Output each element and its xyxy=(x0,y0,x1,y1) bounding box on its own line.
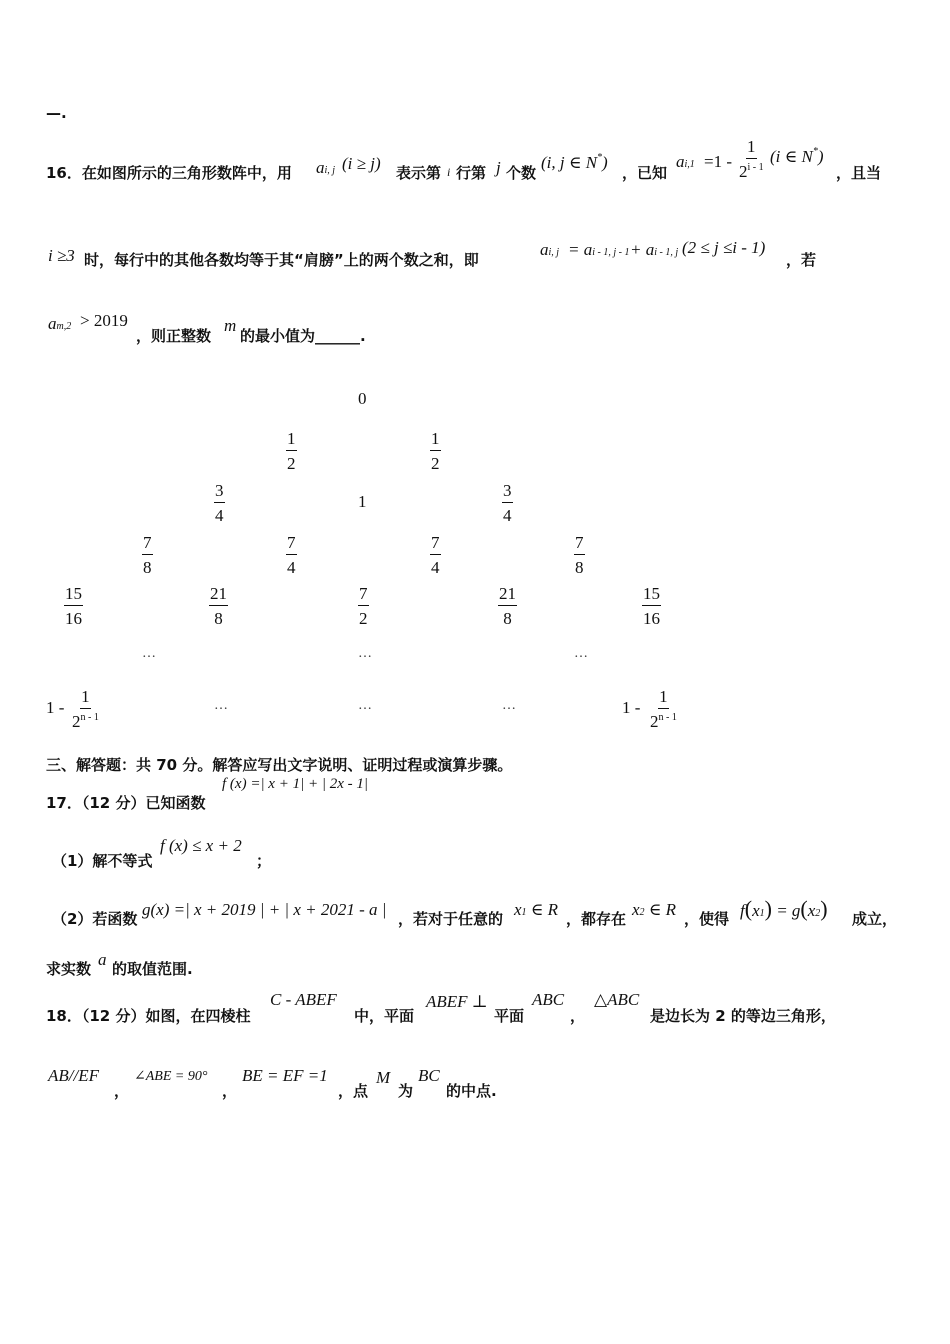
tri-r4-c4: $\frac{7}{8}$ xyxy=(575,533,584,577)
tri-r4-c1: $\frac{7}{8}$ xyxy=(143,533,152,577)
q17-x1-in-r: x1 ∈ R xyxy=(514,900,559,919)
q16-line3-text1: ，则正整数 xyxy=(136,327,212,345)
tri-dots-r6-c3: … xyxy=(574,646,588,661)
tri-r5-c2: $\frac{21}{8}$ xyxy=(210,584,227,628)
q18-t1: 中，平面 xyxy=(354,1007,415,1025)
q16-line3-text2: 的最小值为______. xyxy=(240,327,366,345)
q17-part2-t6: 的取值范围. xyxy=(112,960,193,978)
q18-parallel: AB//EF xyxy=(48,1066,99,1085)
q18-t9: 的中点. xyxy=(446,1082,497,1100)
q16-fraction: $\frac{1}{2^{i - 1}}$ xyxy=(739,137,764,181)
q16-term2: + ai - 1, j xyxy=(630,240,679,259)
q16-m-var: m xyxy=(224,316,237,335)
tri-last-right-frac: $\frac{1}{2^{n - 1}}$ xyxy=(650,687,677,731)
q18-plane2: ABC xyxy=(532,990,565,1009)
q16-gt-2019: > 2019 xyxy=(80,311,128,330)
q16-j-var: j xyxy=(496,158,501,177)
q16-term1: = ai - 1, j - 1 xyxy=(568,240,630,259)
q16-cond-i-ge-j: (i ≥ j) xyxy=(342,154,381,173)
tri-last-left-expr: 1 - xyxy=(46,698,65,717)
q16-mid2: 行第 xyxy=(456,164,487,182)
q18-t8: 为 xyxy=(398,1082,414,1100)
section-3-heading: 三、解答题：共 70 分。解答应写出文字说明、证明过程或演算步骤。 xyxy=(46,756,513,774)
q18-head: 18．（12 分）如图，在四棱柱 xyxy=(46,1007,251,1025)
q16-suffix: ，且当 xyxy=(836,164,882,182)
q18-triangle: △ABC xyxy=(594,990,640,1009)
tri-last-right-expr: 1 - xyxy=(622,698,641,717)
q18-t4: 是边长为 2 的等边三角形， xyxy=(650,1007,836,1025)
q18-t3: ， xyxy=(570,1007,586,1025)
q18-t6: ， xyxy=(222,1082,238,1100)
q16-a-m2: am,2 xyxy=(48,314,72,333)
q17-part2-t1: ，若对于任意的 xyxy=(398,910,504,928)
q17-head: 17．（12 分）已知函数 xyxy=(46,794,206,812)
q16-line2-text: 时，每行中的其他各数均等于其“肩膀”上的两个数之和，即 xyxy=(84,251,479,269)
q17-a-var: a xyxy=(98,950,107,969)
tri-r5-c1: $\frac{15}{16}$ xyxy=(65,584,82,628)
q16-prefix: 16．在如图所示的三角形数阵中，用 xyxy=(46,164,292,182)
tri-r2-c1: $\frac{1}{2}$ xyxy=(287,429,296,473)
q16-lhs-a-ij: ai, j xyxy=(540,240,560,259)
q18-t7: ，点 xyxy=(338,1082,369,1100)
q17-part2-t2: ，都存在 xyxy=(566,910,627,928)
tri-last-left-frac: $\frac{1}{2^{n - 1}}$ xyxy=(72,687,99,731)
q18-plane1: ABEF ⊥ xyxy=(426,992,488,1011)
tri-r2-c2: $\frac{1}{2}$ xyxy=(431,429,440,473)
tri-dots-r6-c1: … xyxy=(142,646,156,661)
q16-mid4: ，已知 xyxy=(622,164,668,182)
q18-angle: ∠ABE = 90° xyxy=(134,1069,208,1084)
q16-i-ge-3: i ≥3 xyxy=(48,246,75,265)
q17-part2-t4: 成立， xyxy=(852,910,898,928)
q17-part2-label: （2）若函数 xyxy=(52,910,138,928)
q17-part2-t5: 求实数 xyxy=(46,960,92,978)
tri-dots-r7-c4: … xyxy=(502,698,516,713)
q16-a-ij: ai, j xyxy=(316,158,336,177)
q17-f-eq-g: f(x1) = g(x2) xyxy=(740,896,828,921)
tri-r1-c1: 0 xyxy=(358,389,367,408)
q16-i-small: i xyxy=(447,165,451,179)
tri-dots-r6-c2: … xyxy=(358,646,372,661)
tri-r5-c4: $\frac{21}{8}$ xyxy=(499,584,516,628)
q18-solid: C - ABEF xyxy=(270,990,337,1009)
q17-function: f (x) =| x + 1| + | 2x - 1| xyxy=(222,776,368,792)
q16-a-i1: ai,1 xyxy=(676,152,695,171)
q16-mid1: 表示第 xyxy=(396,164,442,182)
q16-line2-suffix: ，若 xyxy=(786,251,817,269)
tri-r3-c3: $\frac{3}{4}$ xyxy=(503,481,512,525)
q17-part2-t3: ，使得 xyxy=(684,910,730,928)
q16-eq-one-minus: =1 - xyxy=(704,152,732,171)
tri-r4-c3: $\frac{7}{4}$ xyxy=(431,533,440,577)
q16-range: (2 ≤ j ≤i - 1) xyxy=(682,238,766,257)
tri-r5-c5: $\frac{15}{16}$ xyxy=(643,584,660,628)
q18-m-point: M xyxy=(376,1068,391,1087)
tri-r5-c3: $\frac{7}{2}$ xyxy=(359,584,368,628)
tri-dots-r7-c2: … xyxy=(214,698,228,713)
q16-mid3: 个数 xyxy=(506,164,537,182)
q18-bc: BC xyxy=(418,1066,440,1085)
q17-part1-inequality: f (x) ≤ x + 2 xyxy=(160,836,242,855)
q18-t5: ， xyxy=(114,1082,130,1100)
q18-lengths: BE = EF =1 xyxy=(242,1066,328,1085)
q17-part1-label: （1）解不等式 xyxy=(52,852,153,870)
continuation-mark: —. xyxy=(46,104,67,122)
q17-part2-g: g(x) =| x + 2019 | + | x + 2021 - a | xyxy=(142,900,387,919)
tri-dots-r7-c3: … xyxy=(358,698,372,713)
tri-r3-c1: $\frac{3}{4}$ xyxy=(215,481,224,525)
q17-x2-in-r: x2 ∈ R xyxy=(632,900,677,919)
q18-t2: 平面 xyxy=(494,1007,525,1025)
q17-part1-end: ； xyxy=(256,852,272,870)
tri-r4-c2: $\frac{7}{4}$ xyxy=(287,533,296,577)
q16-cond-ij-in-n: (i, j ∈ N*) xyxy=(541,152,608,172)
tri-r3-c2: 1 xyxy=(358,492,367,511)
q16-cond-i-in-n: (i ∈ N*) xyxy=(770,146,824,166)
